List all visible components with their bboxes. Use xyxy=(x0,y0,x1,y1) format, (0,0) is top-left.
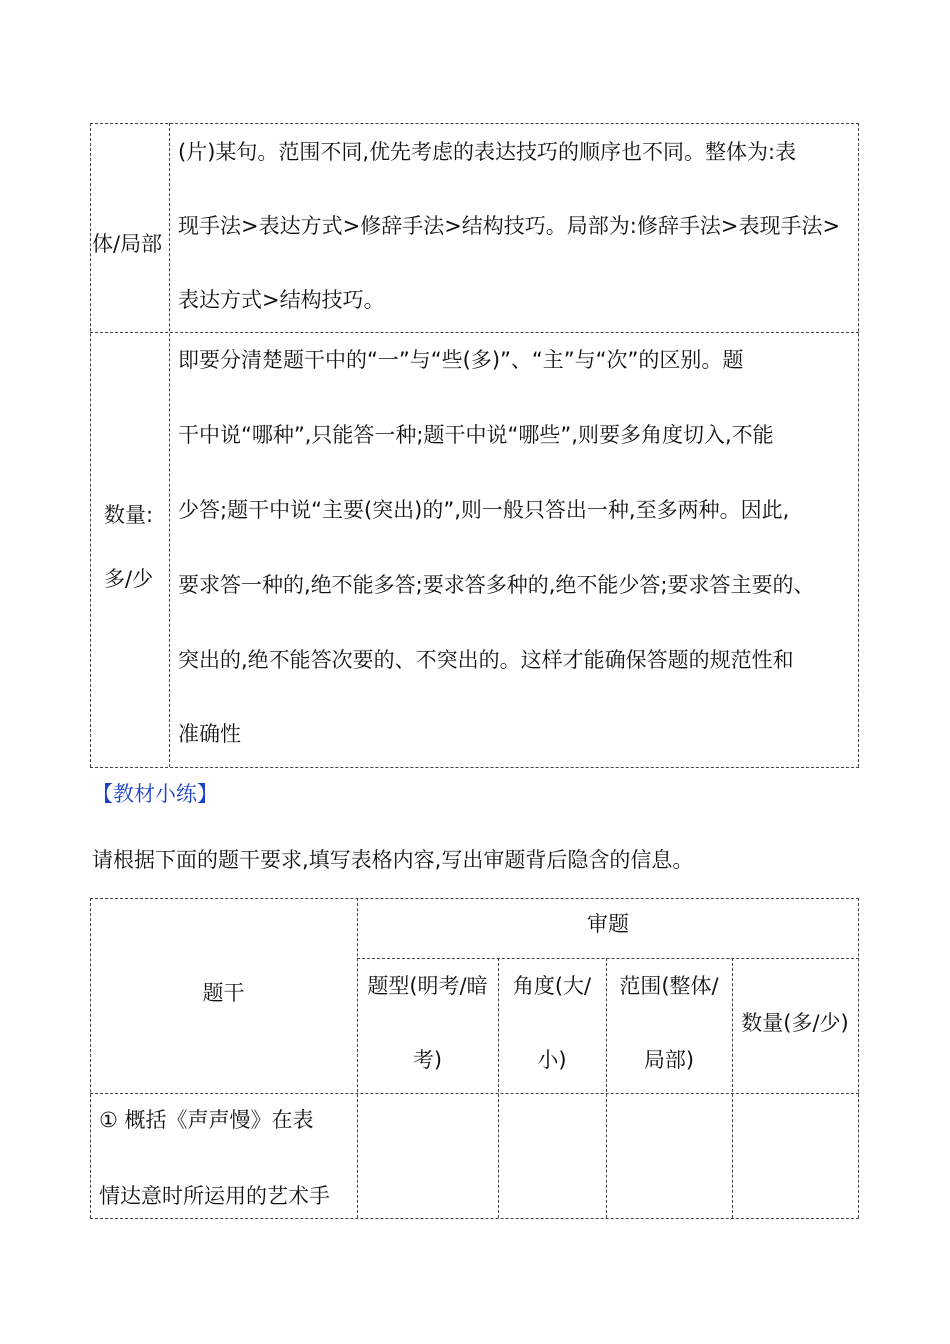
section-heading: 【教材小练】 xyxy=(92,782,218,806)
subheader-type-line-1: 题型(明考/暗 xyxy=(367,974,488,998)
subheader-type-line-2: 考) xyxy=(412,1048,443,1072)
row2-text-line-4: 要求答一种的,绝不能多答;要求答多种的,绝不能少答;要求答主要的、 xyxy=(178,573,815,597)
question-1-line-2: 情达意时所运用的艺术手 xyxy=(99,1184,330,1208)
row2-text-line-3: 少答;题干中说“主要(突出)的”,则一般只答出一种,至多两种。因此, xyxy=(178,498,790,522)
row-label-quantity: 数量: xyxy=(104,503,154,527)
row2-text-line-1: 即要分清楚题干中的“一”与“些(多)”、“主”与“次”的区别。题 xyxy=(178,348,744,372)
row-label-scope: 体/局部 xyxy=(92,232,163,256)
table-1-row-divider xyxy=(90,332,859,333)
instruction-text: 请根据下面的题干要求,填写表格内容,写出审题背后隐含的信息。 xyxy=(92,848,694,872)
table-2-col-divider-2 xyxy=(498,958,499,1218)
table-2-col-divider-4 xyxy=(732,958,733,1218)
table-1-bottom-border xyxy=(90,767,859,768)
table-1-left-border xyxy=(90,123,91,767)
table-2-header-bottom xyxy=(90,1093,859,1094)
row1-text-line-1: (片)某句。范围不同,优先考虑的表达技巧的顺序也不同。整体为:表 xyxy=(178,140,797,164)
table-2-top-border xyxy=(90,898,859,899)
table-1-right-border xyxy=(858,123,859,767)
header-shenti: 审题 xyxy=(587,912,629,936)
row2-text-line-6: 准确性 xyxy=(178,722,241,746)
subheader-angle-line-1: 角度(大/ xyxy=(512,974,592,998)
subheader-scope-line-2: 局部) xyxy=(643,1048,695,1072)
subheader-scope-line-1: 范围(整体/ xyxy=(619,974,719,998)
table-2-bottom-border xyxy=(90,1218,859,1219)
row2-text-line-5: 突出的,绝不能答次要的、不突出的。这样才能确保答题的规范性和 xyxy=(178,648,794,672)
table-2-col-divider-3 xyxy=(606,958,607,1218)
row1-text-line-3: 表达方式>结构技巧。 xyxy=(178,288,385,312)
subheader-angle-line-2: 小) xyxy=(537,1048,567,1072)
table-2-left-border xyxy=(90,898,91,1218)
question-1-line-1: ① 概括《声声慢》在表 xyxy=(99,1108,314,1132)
table-1-col-divider xyxy=(169,123,170,767)
table-2-right-border xyxy=(858,898,859,1218)
row-label-quantity-sub: 多/少 xyxy=(104,567,154,591)
subheader-quantity: 数量(多/少) xyxy=(741,1011,849,1035)
table-1-top-border xyxy=(90,123,859,124)
table-2-header-divider xyxy=(357,958,859,959)
row2-text-line-2: 干中说“哪种”,只能答一种;题干中说“哪些”,则要多角度切入,不能 xyxy=(178,423,774,447)
header-tigan: 题干 xyxy=(202,981,245,1005)
row1-text-line-2: 现手法>表达方式>修辞手法>结构技巧。局部为:修辞手法>表现手法> xyxy=(178,214,841,238)
